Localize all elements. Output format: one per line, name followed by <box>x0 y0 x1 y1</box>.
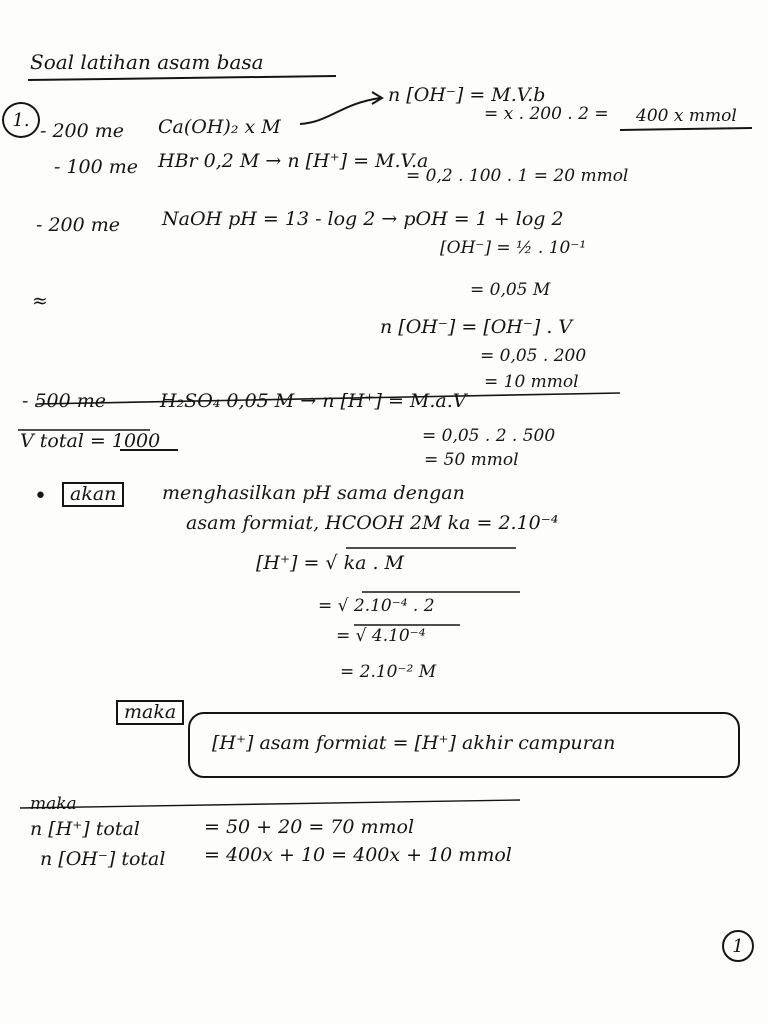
formic-acid-line: asam formiat, HCOOH 2M ka = 2.10⁻⁴ <box>186 512 559 534</box>
problem-number: 1. <box>2 102 40 138</box>
calc-result: = 10 mmol <box>484 372 579 392</box>
calc-line: n [OH⁻] = [OH⁻] . V <box>380 316 573 338</box>
margin-mark: ≈ <box>32 290 48 312</box>
calc-line: = 0,2 . 100 . 1 = 20 mmol <box>406 166 629 186</box>
formic-calc: [H⁺] = √ ka . M <box>256 552 404 574</box>
item-volume: - 500 me <box>22 390 107 412</box>
item-substance: Ca(OH)₂ x M <box>158 116 281 138</box>
calc-line: = 0,05 . 2 . 500 <box>422 426 556 446</box>
calc-line: = 0,05 M <box>470 280 551 300</box>
item-substance: H₂SO₄ 0,05 M → n [H⁺] = M.a.V <box>160 390 467 412</box>
formic-calc: = √ 4.10⁻⁴ <box>336 626 426 646</box>
volume-total: V total = 1000 <box>20 430 161 452</box>
item-substance: NaOH pH = 13 - log 2 → pOH = 1 + log 2 <box>162 208 564 230</box>
maka-box: maka <box>116 700 184 725</box>
equality-statement: [H⁺] asam formiat = [H⁺] akhir campuran <box>212 732 616 754</box>
calc-result: 400 x mmol <box>636 106 737 126</box>
item-substance: HBr 0,2 M → n [H⁺] = M.V.a <box>158 150 429 172</box>
calc-line: [OH⁻] = ½ . 10⁻¹ <box>440 238 587 258</box>
item-volume: - 200 me <box>36 214 121 236</box>
formic-calc: = √ 2.10⁻⁴ . 2 <box>318 596 435 616</box>
calc-line: = x . 200 . 2 = <box>484 104 609 124</box>
page-title: Soal latihan asam basa <box>30 50 264 74</box>
maka-label: maka <box>30 794 77 814</box>
item-volume: - 200 me <box>40 120 125 142</box>
calc-line: = 0,05 . 200 <box>480 346 587 366</box>
page-number: 1 <box>722 930 754 962</box>
total-value: = 400x + 10 = 400x + 10 mmol <box>204 844 512 866</box>
formic-calc-result: = 2.10⁻² M <box>340 662 437 682</box>
total-value: = 50 + 20 = 70 mmol <box>204 816 415 838</box>
calc-line: n [OH⁻] = M.V.b <box>388 84 546 106</box>
calc-result: = 50 mmol <box>424 450 519 470</box>
total-label: n [H⁺] total <box>30 818 140 840</box>
bullet: • <box>34 484 47 509</box>
item-volume: - 100 me <box>54 156 139 178</box>
total-label: n [OH⁻] total <box>40 848 166 870</box>
akan-box: akan <box>62 482 124 507</box>
statement-line: menghasilkan pH sama dengan <box>162 482 465 504</box>
